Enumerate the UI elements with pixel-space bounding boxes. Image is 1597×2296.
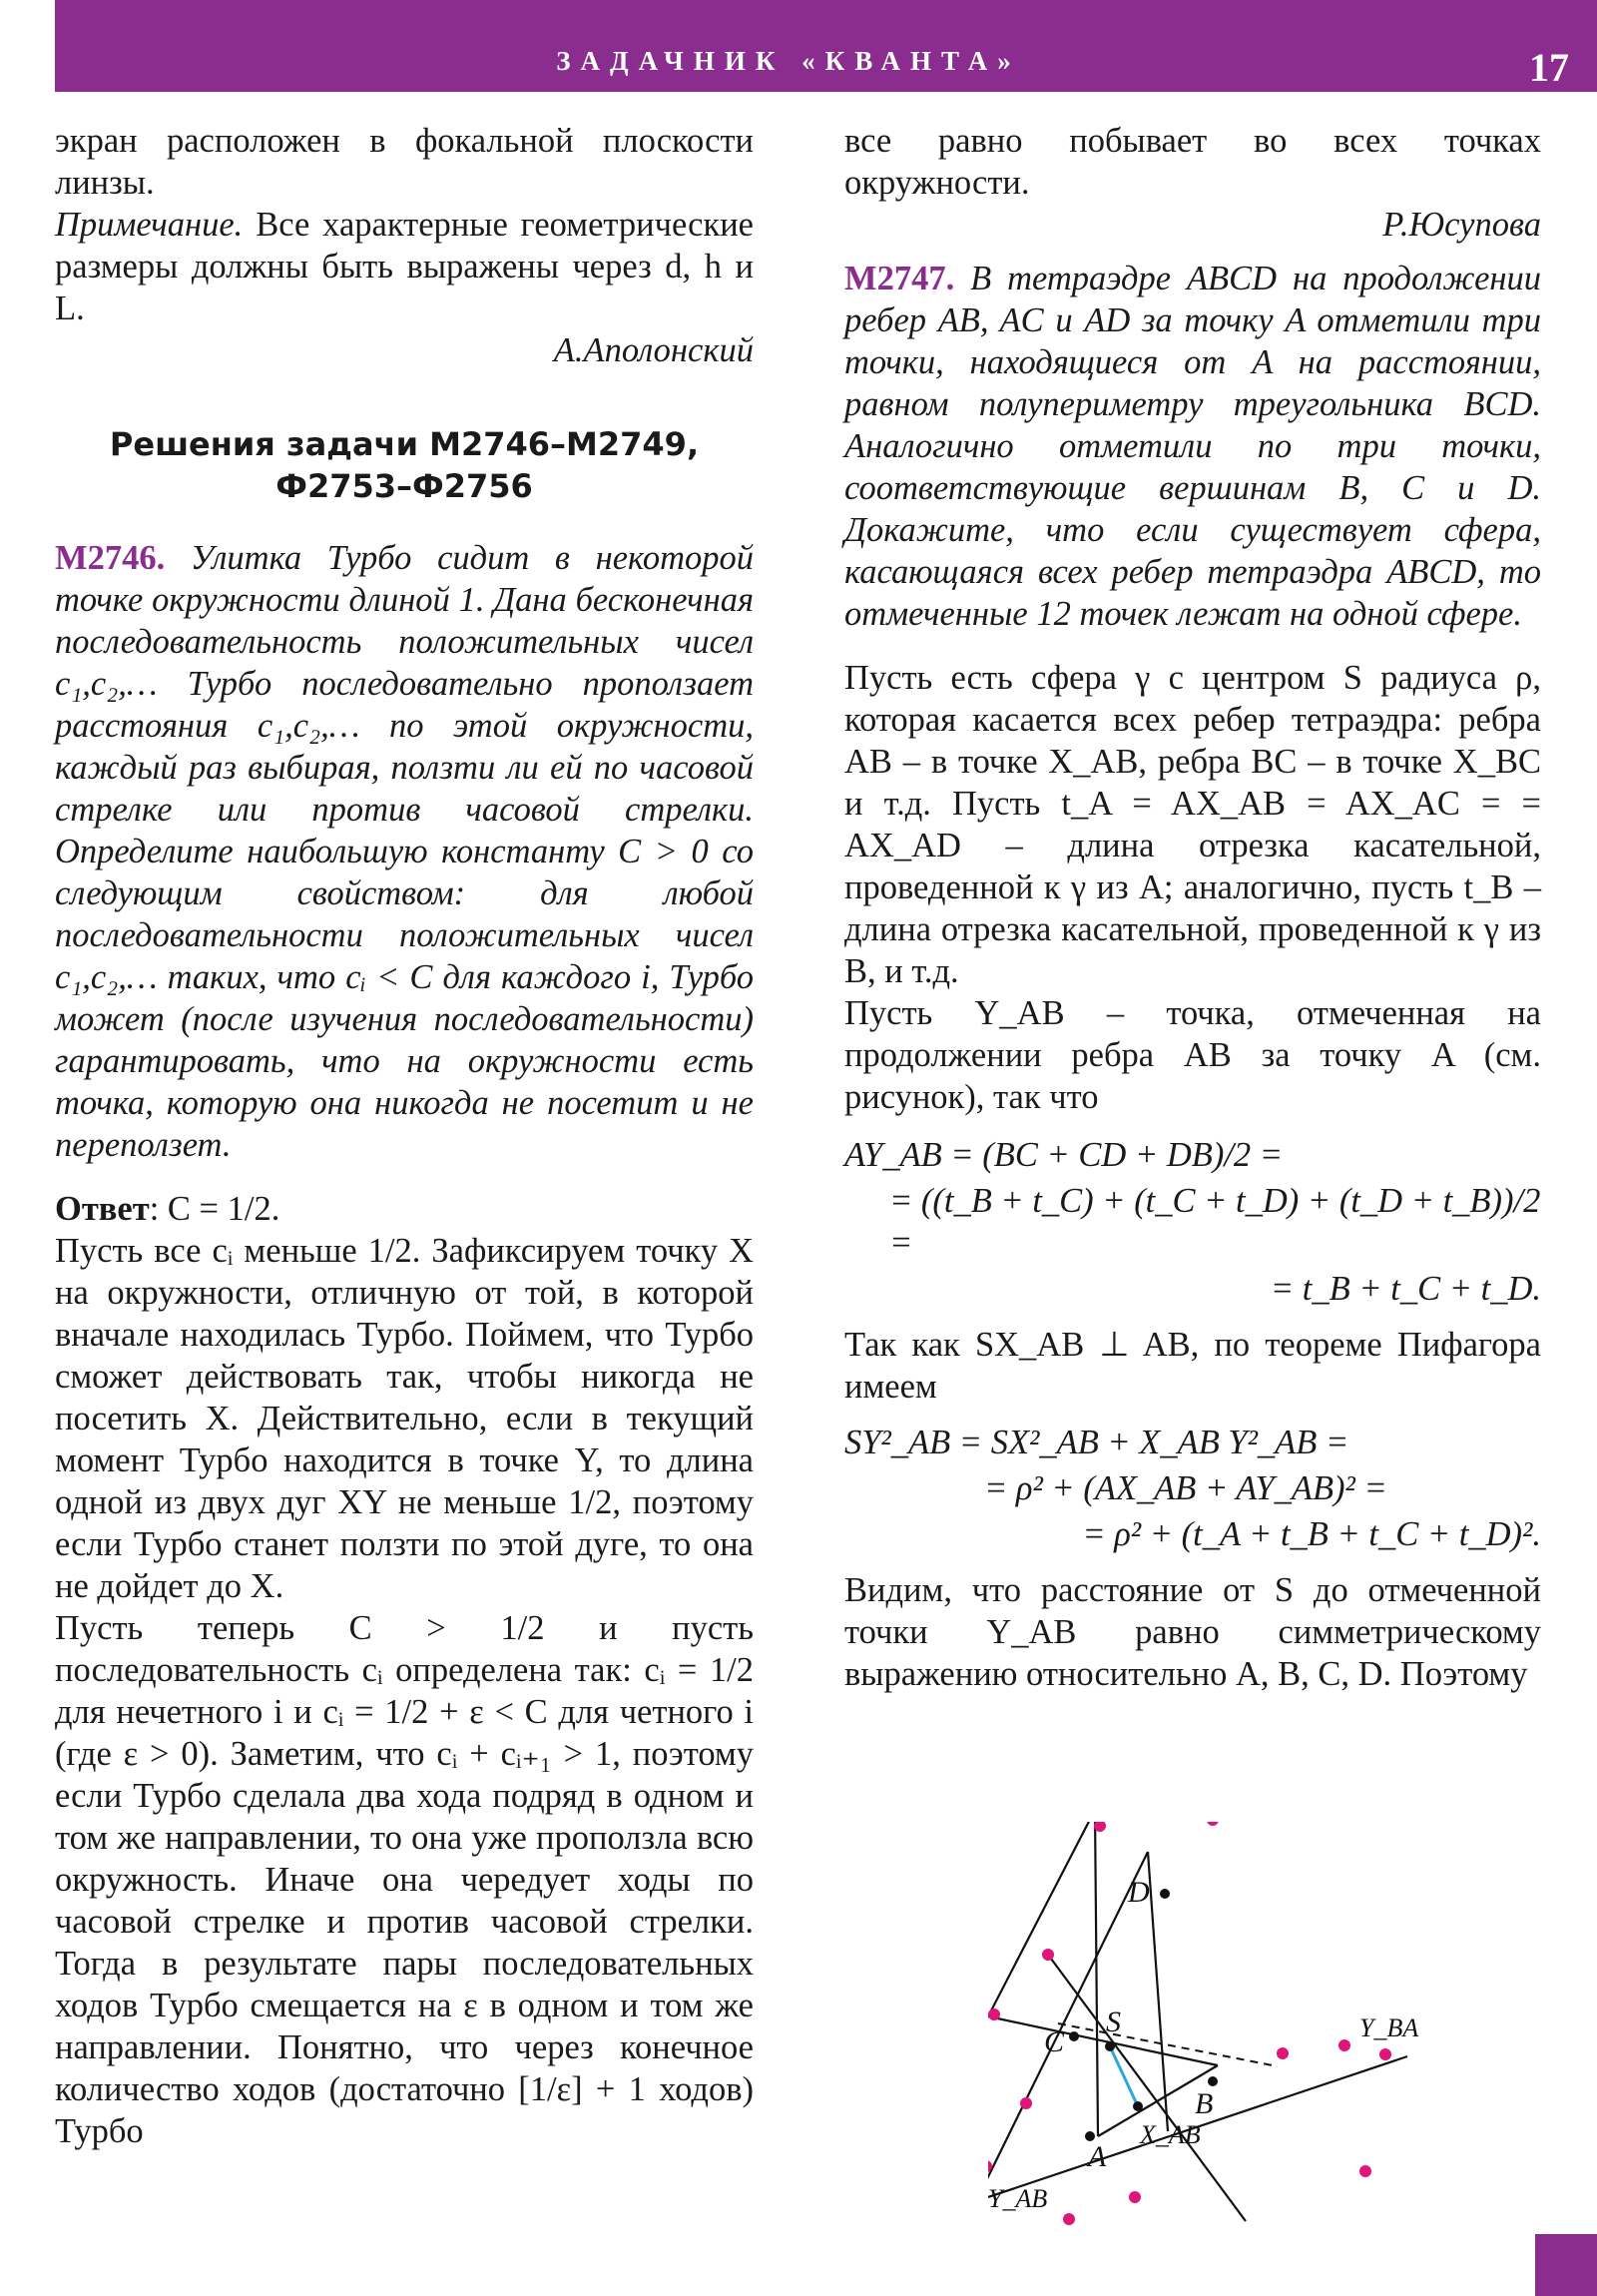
marked-point (1277, 2047, 1289, 2059)
label-A: A (1088, 2140, 1107, 2173)
journal-section-title: ЗАДАЧНИК «КВАНТА» (556, 46, 1021, 76)
equation-line: = ((t_B + t_C) + (t_C + t_D) + (t_D + t_B))/2 = (889, 1182, 1541, 1262)
edge-line (1048, 1955, 1246, 2221)
marked-point (1207, 1822, 1219, 1826)
marked-point (988, 2009, 1000, 2020)
marked-point (1359, 2165, 1371, 2177)
center-S (1105, 2041, 1115, 2051)
marked-point (1042, 1949, 1054, 1961)
tetrahedron-figure (988, 1822, 1427, 2251)
answer (55, 1188, 754, 1230)
paragraph: Так как SX_AB ⊥ AB, по теореме Пифагора имеем (844, 1326, 1541, 1406)
problem-id: M2747. (844, 260, 955, 297)
marked-point (1129, 2191, 1141, 2203)
equation-line: = ρ² + (AX_AB + AY_AB)² = (984, 1469, 1387, 1507)
problem-text: Улитка Турбо сидит в некоторой точке окружности длиной 1. Дана бесконечная последовательность положительных чисел c₁,c₂,… Турбо последовательно проползает расстояния c₁,c₂,… по этой окружности, каждый раз выбирая, ползти ли ей по часовой стрелке или против часовой стрелки. Определите наибольшую константу C > 0 со следующим свойством: для любой последовательности положительных чисел c₁,c₂,… таких, что cᵢ < C для каждого i, Турбо может (после изучения последовательности) гарантировать, что на окружности есть точка, которую она никогда не посетит и не переползет. (55, 539, 754, 1164)
marked-point (1338, 2039, 1350, 2051)
section-heading (55, 423, 754, 507)
paragraph: Пусть Y_AB – точка, отмеченная на продолжении ребра AB за точку A (см. рисунок), так что (844, 994, 1541, 1116)
vertex-C (1069, 2031, 1079, 2041)
left-column (55, 120, 754, 2152)
paragraph: Пусть есть сфера γ с центром S радиуса ρ, которая касается всех ребер тетраэдра: ребра AB – в точке X_AB, ребра BC – в точке X_BC и т.д. Пусть t_A = AX_AB = AX_AC = = AX_AD – длина отрезка касательной, проведенной к γ из A; аналогично, пусть t_B – длина отрезка касательной, проведенной к γ из B, и т.д. (844, 659, 1541, 990)
marked-point (1379, 2048, 1391, 2060)
vertex-D (1160, 1889, 1170, 1899)
page-header (55, 0, 1597, 92)
label-D: D (1128, 1876, 1150, 1909)
label-C: C (1044, 2025, 1065, 2058)
paragraph: экран расположен в фокальной плоскости линзы. (55, 122, 754, 202)
edge-line (1095, 1822, 1098, 2136)
edge-line (988, 2016, 1218, 2065)
label-S: S (1106, 2006, 1121, 2038)
paragraph: все равно побывает во всех точках окружности. (844, 122, 1541, 202)
marked-point (1063, 2213, 1075, 2225)
answer-text: : C = 1/2. (149, 1190, 280, 1228)
vertex-B (1208, 2076, 1218, 2086)
page-corner-tab (1535, 2234, 1597, 2296)
author-signature: А.Аполонский (553, 331, 754, 369)
edge-line (988, 1822, 1095, 2016)
note-paragraph (55, 204, 754, 329)
equation-line: AY_AB = (BC + CD + DB)/2 = (844, 1136, 1284, 1174)
equation-line: = ρ² + (t_A + t_B + t_C + t_D)². (1082, 1515, 1541, 1553)
label-B: B (1195, 2087, 1214, 2120)
paragraph: Пусть все cᵢ меньше 1/2. Зафиксируем точку X на окружности, отличную от той, в которой вначале находилась Турбо. Поймем, что Турбо сможет действовать так, чтобы никогда не посетить X. Действительно, если в текущий момент Турбо находится в точке Y, то длина одной из двух дуг XY не меньше 1/2, поэтому если Турбо станет ползти по этой дуге, то она не дойдет до X. (55, 1232, 754, 1605)
author-signature: Р.Юсупова (1382, 206, 1541, 244)
heading-line: Ф2753–Ф2756 (275, 467, 533, 505)
equation-line: SY²_AB = SX²_AB + X_AB Y²_AB = (844, 1424, 1349, 1461)
label-YAB: Y_AB (988, 2184, 1048, 2213)
problem-text: В тетраэдре ABCD на продолжении ребер AB, AC и AD за точку A отметили три точки, находящиеся от A на расстоянии, равном полупериметру треугольника BCD. Аналогично отметили по три точки, соответствующие вершинам B, C и D. Докажите, что если существует сфера, касающаяся всех ребер тетраэдра ABCD, то отмеченные 12 точек лежат на одной сфере. (844, 260, 1541, 633)
heading-line: Решения задачи М2746–М2749, (109, 425, 700, 463)
problem-m2746 (55, 537, 754, 1166)
paragraph: Пусть теперь C > 1/2 и пусть последовательность cᵢ определена так: cᵢ = 1/2 для нечетного i и cᵢ = 1/2 + ε < C для четного i (где ε > 0). Заметим, что cᵢ + cᵢ₊₁ > 1, поэтому если Турбо сделала два хода подряд в одном и том же направлении, то она уже проползла всю окружность. Иначе она чередует ходы по часовой стрелке и против часовой стрелки. Тогда в результате пары последовательных ходов Турбо смещается на ε в одном и том же направлении. Понятно, что через конечное количество ходов (достаточно [1/ε] + 1 ходов) Турбо (55, 1609, 754, 2150)
right-column (844, 120, 1541, 1695)
label-YBA: Y_BA (1359, 2013, 1419, 2042)
page-number: 17 (1529, 45, 1569, 90)
note-label: Примечание. (55, 206, 244, 244)
label-XAB: X_AB (1140, 2120, 1201, 2149)
problem-id: M2746. (55, 539, 166, 577)
edge-line (988, 1852, 1148, 2201)
note-text: Все характерные геометрические размеры должны быть выражены через d, h и L. (55, 206, 754, 327)
marked-point (1020, 2097, 1032, 2109)
answer-label: Ответ (55, 1190, 150, 1228)
problem-m2747 (844, 258, 1541, 635)
point-XAB (1133, 2101, 1143, 2111)
dashed-edge (1058, 2023, 1278, 2066)
paragraph: Видим, что расстояние от S до отмеченной точки Y_AB равно симметрическому выражению относительно A, B, C, D. Поэтому (844, 1571, 1541, 1693)
equation-line: = t_B + t_C + t_D. (1270, 1270, 1541, 1308)
